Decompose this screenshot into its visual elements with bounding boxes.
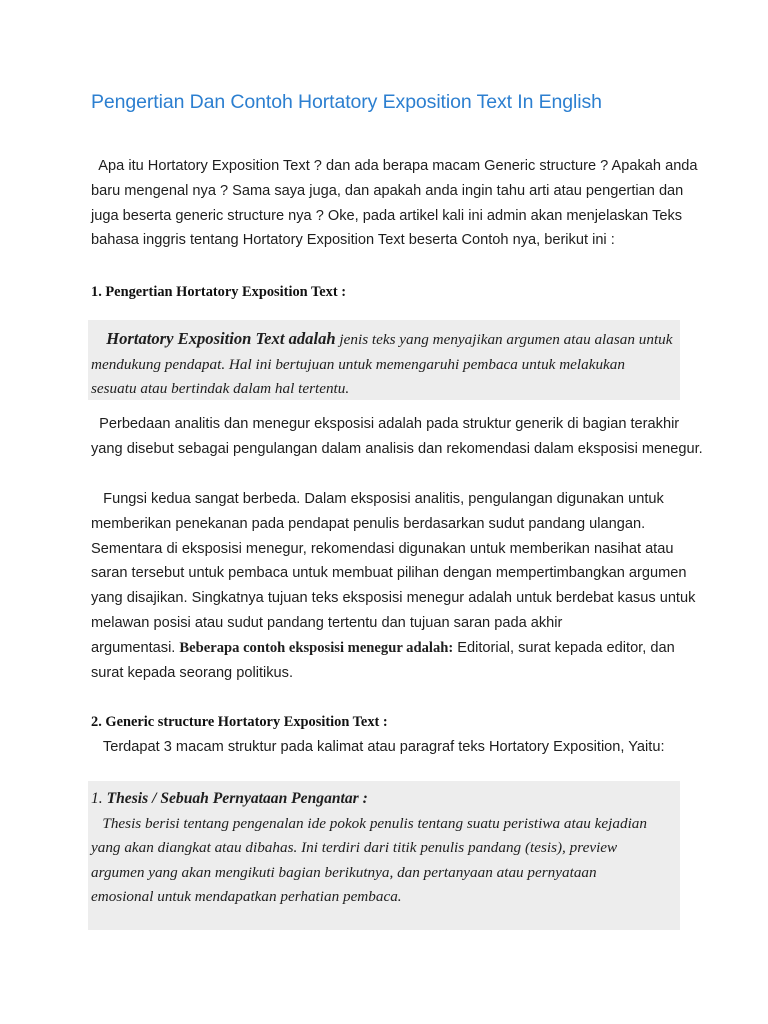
function-line: saran tersebut untuk pembaca untuk membuat pilihan dengan mempertimbangkan argumen bbox=[91, 565, 687, 582]
function-line: melawan posisi atau sudut pandang tertentu dan tujuan saran pada akhir bbox=[91, 614, 563, 631]
structure-intro-line: Terdapat 3 macam struktur pada kalimat atau paragraf teks Hortatory Exposition, Yaitu: bbox=[91, 739, 665, 755]
page-title: Pengertian Dan Contoh Hortatory Exposition Text In English bbox=[91, 91, 602, 113]
definition-text bbox=[91, 327, 673, 402]
difference-line: yang disebut sebagai pengulangan dalam analisis dan rekomendasi dalam eksposisi menegur. bbox=[91, 440, 703, 457]
difference-paragraph bbox=[91, 412, 703, 462]
function-suffix: Editorial, surat kepada editor, dan bbox=[453, 639, 675, 656]
function-line bbox=[91, 636, 691, 661]
section-2-heading: 2. Generic structure Hortatory Exposition Text : bbox=[91, 714, 388, 730]
section-1-heading: 1. Pengertian Hortatory Exposition Text : bbox=[91, 284, 347, 300]
intro-paragraph bbox=[91, 154, 698, 253]
thesis-heading: Thesis / Sebuah Pernyataan Pengantar : bbox=[102, 790, 368, 807]
definition-line: mendukung pendapat. Hal ini bertujuan untuk memengaruhi pembaca untuk melakukan bbox=[91, 355, 625, 373]
function-paragraph bbox=[91, 487, 696, 685]
intro-line: Apa itu Hortatory Exposition Text ? dan ada berapa macam Generic structure ? Apakah anda bbox=[91, 158, 698, 174]
function-line: surat kepada seorang politikus. bbox=[91, 664, 294, 681]
thesis-box bbox=[88, 781, 680, 930]
structure-intro bbox=[91, 735, 691, 760]
thesis-line: argumen yang akan mengikuti bagian berikutnya, dan pertanyaan atau pernyataan bbox=[91, 863, 597, 881]
definition-term: Hortatory Exposition Text adalah bbox=[106, 329, 336, 348]
intro-line: baru mengenal nya ? Sama saya juga, dan apakah anda ingin tahu arti atau pengertian dan bbox=[91, 182, 684, 199]
difference-line: Perbedaan analitis dan menegur eksposisi adalah pada struktur generik di bagian terakhir bbox=[91, 416, 680, 432]
definition-line bbox=[91, 327, 673, 353]
function-line: Fungsi kedua sangat berbeda. Dalam eksposisi analitis, pengulangan digunakan untuk bbox=[91, 491, 664, 507]
definition-line: sesuatu atau bertindak dalam hal tertentu. bbox=[91, 380, 350, 398]
function-line: yang disajikan. Singkatnya tujuan teks eksposisi menegur adalah untuk berdebat kasus untuk bbox=[91, 590, 696, 607]
function-prefix: argumentasi. bbox=[91, 639, 180, 656]
examples-label: Beberapa contoh eksposisi menegur adalah: bbox=[179, 639, 454, 656]
thesis-heading-line bbox=[91, 787, 647, 812]
thesis-number: 1. bbox=[91, 790, 103, 807]
function-line: Sementara di eksposisi menegur, rekomendasi digunakan untuk memberikan nasihat atau bbox=[91, 540, 674, 557]
thesis-line: yang akan diangkat atau dibahas. Ini terdiri dari titik penulis pandang (tesis), preview bbox=[91, 839, 618, 857]
thesis-line: emosional untuk mendapatkan perhatian pembaca. bbox=[91, 888, 402, 906]
intro-line: juga beserta generic structure nya ? Oke, pada artikel kali ini admin akan menjelaskan Teks bbox=[91, 207, 683, 224]
function-line: memberikan penekanan pada pendapat penulis berdasarkan sudut pandang ulangan. bbox=[91, 515, 646, 532]
definition-box bbox=[88, 320, 680, 400]
definition-rest: jenis teks yang menyajikan argumen atau alasan untuk bbox=[335, 331, 673, 348]
intro-line: bahasa inggris tentang Hortatory Exposition Text beserta Contoh nya, berikut ini : bbox=[91, 232, 615, 249]
thesis-text bbox=[91, 787, 647, 910]
thesis-line: Thesis berisi tentang pengenalan ide pokok penulis tentang suatu peristiwa atau kejadian bbox=[91, 814, 647, 832]
